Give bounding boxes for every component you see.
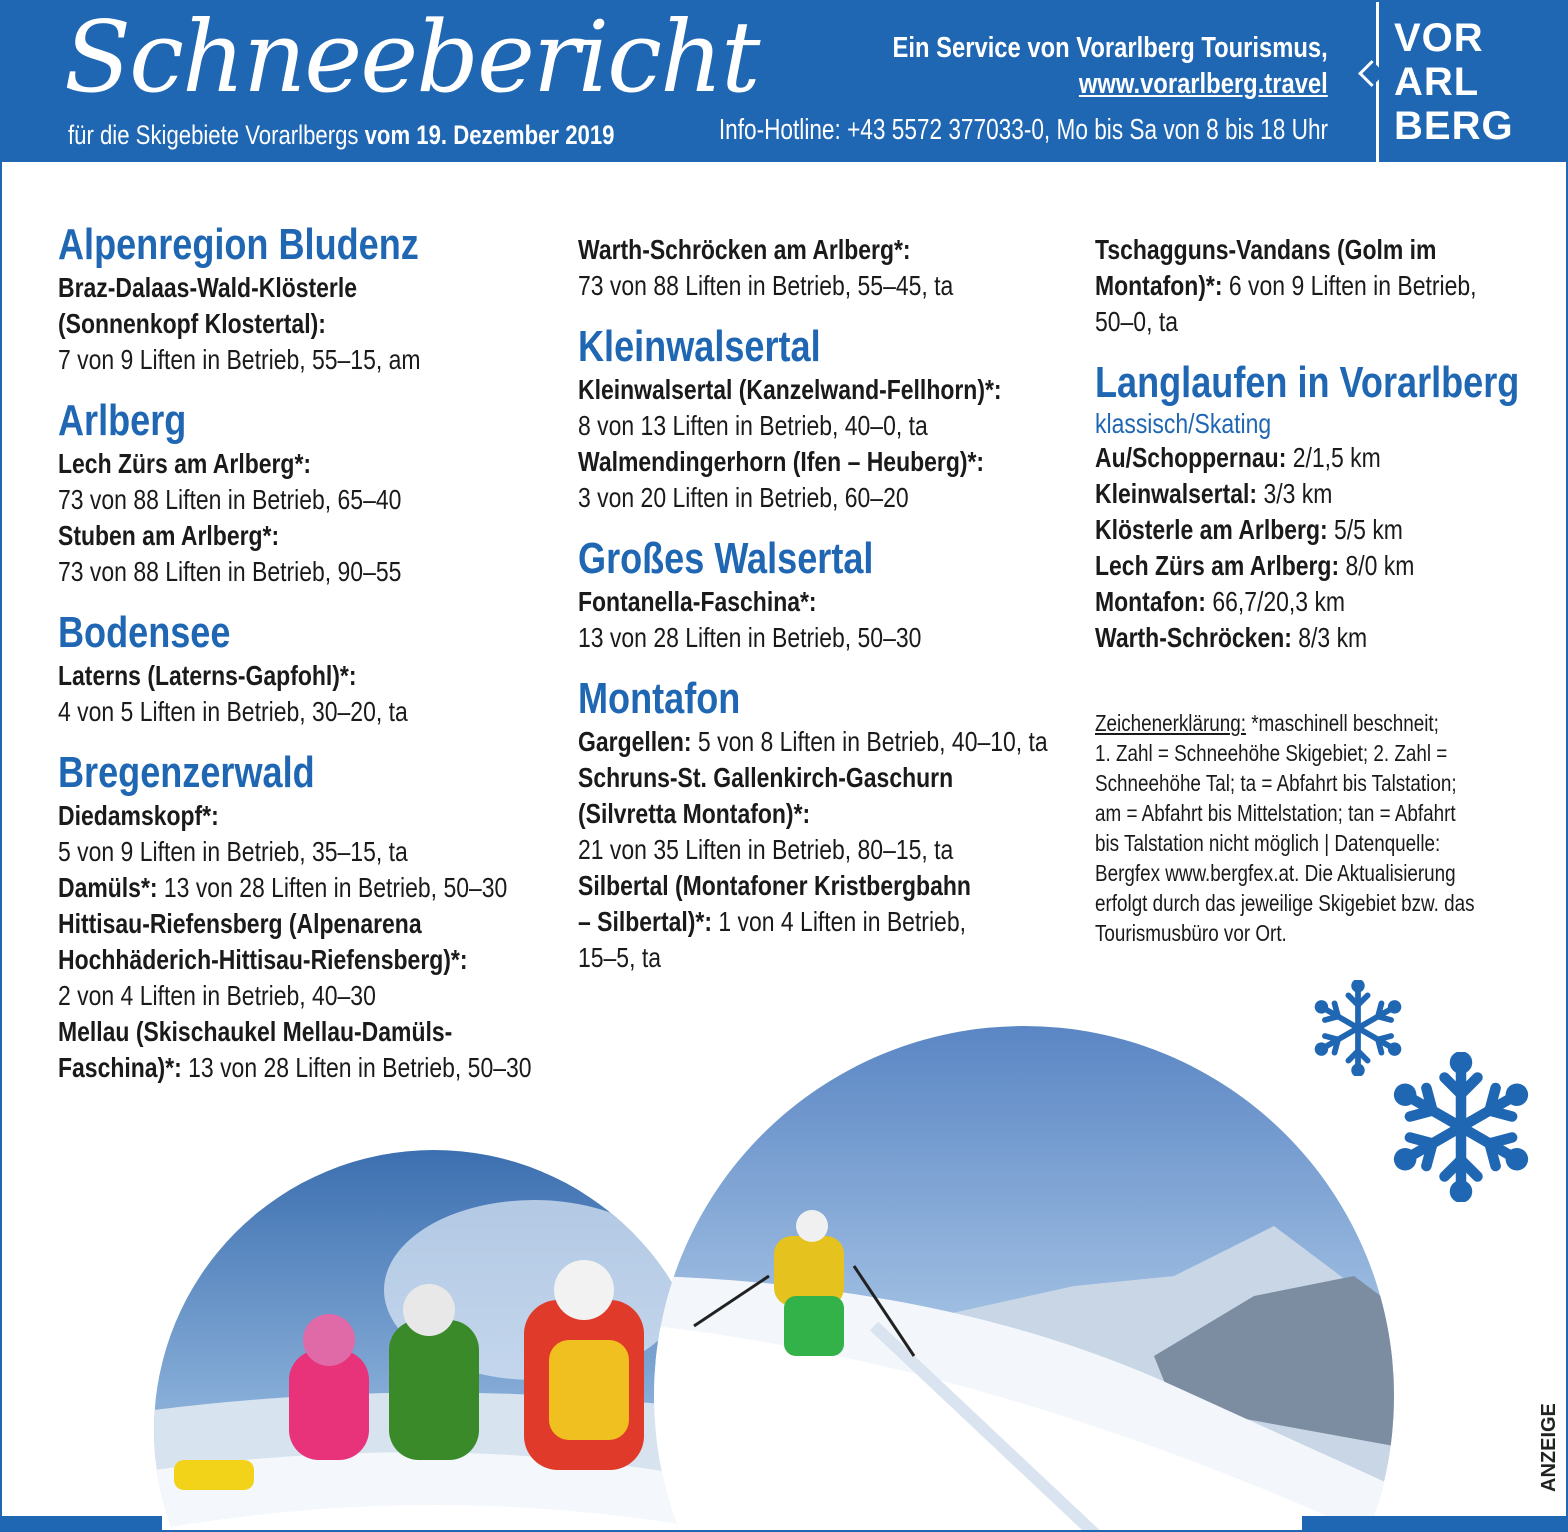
photo-skiers — [654, 1026, 1394, 1532]
resort-name: Braz-Dalaas-Wald-Klösterle — [58, 272, 357, 303]
list-item: Au/Schoppernau: 2/1,5 km — [1095, 442, 1381, 473]
snowflake-large-icon — [1386, 1052, 1536, 1202]
resort-name: Damüls*: — [58, 872, 158, 903]
report-date: vom 19. Dezember 2019 — [364, 120, 615, 150]
resort-name-cont: Faschina)*: — [58, 1052, 182, 1083]
resort-name: Gargellen: — [578, 726, 692, 757]
bottom-bar-left — [2, 1516, 162, 1530]
resort-info: 13 von 28 Liften in Betrieb, 50–30 — [578, 622, 922, 653]
logo-line-2: ARL — [1394, 60, 1480, 104]
logo-divider — [1376, 2, 1379, 162]
page-title: Schneebericht — [64, 1, 759, 115]
resort-name-cont: Montafon)*: — [1095, 270, 1223, 301]
resort-name: Laterns (Laterns-Gapfohl)*: — [58, 660, 357, 691]
header-banner — [2, 2, 1566, 162]
resort-name: Walmendingerhorn (Ifen – Heuberg)*: — [578, 446, 985, 477]
resort-name-cont: Hochhäderich-Hittisau-Riefensberg)*: — [58, 944, 468, 975]
vorarlberg-logo — [1394, 16, 1514, 148]
resort-info: 6 von 9 Liften in Betrieb, — [1222, 270, 1477, 301]
service-url-link[interactable]: www.vorarlberg.travel — [1079, 68, 1328, 100]
resort-name: Fontanella-Faschina*: — [578, 586, 817, 617]
resort-info: 5 von 9 Liften in Betrieb, 35–15, ta — [58, 836, 408, 867]
bottom-bar-right — [1302, 1516, 1566, 1530]
column-middle — [578, 232, 1078, 976]
photo-kids-in-snow — [154, 1150, 714, 1532]
report-subtitle — [68, 120, 614, 151]
column-left — [58, 220, 558, 1086]
service-info — [893, 30, 1328, 102]
resort-name: Schruns-St. Gallenkirch-Gaschurn — [578, 762, 954, 793]
resort-name-cont: (Sonnenkopf Klostertal): — [58, 308, 326, 339]
resort-info: 5 von 8 Liften in Betrieb, 40–10, ta — [691, 726, 1048, 757]
resort-info-cont: 15–5, ta — [578, 942, 661, 973]
region-title-montafon: Montafon — [578, 674, 741, 723]
resort-name-cont: (Silvretta Montafon)*: — [578, 798, 811, 829]
resort-name: Stuben am Arlberg*: — [58, 520, 280, 551]
resort-name-cont: – Silbertal)*: — [578, 906, 712, 937]
langlaufen-subtitle: klassisch/Skating — [1095, 408, 1272, 439]
logo-line-3: BERG — [1394, 104, 1514, 148]
resort-name: Kleinwalsertal (Kanzelwand-Fellhorn)*: — [578, 374, 1002, 405]
column-right — [1095, 232, 1555, 948]
region-title-walsertal: Großes Walsertal — [578, 534, 874, 583]
list-item: Lech Zürs am Arlberg: 8/0 km — [1095, 550, 1415, 581]
resort-info: 73 von 88 Liften in Betrieb, 65–40 — [58, 484, 402, 515]
resort-name: Tschagguns-Vandans (Golm im — [1095, 234, 1437, 265]
list-item: Montafon: 66,7/20,3 km — [1095, 586, 1346, 617]
logo-chevron-icon — [1358, 60, 1385, 87]
legend-block: Zeichenerklärung: *maschinell beschneit; 1. Zahl = Schneehöhe Skigebiet; 2. Zahl = Schneehöhe Tal; ta = Abfahrt bis Talstation; am = Abfahrt bis Mittelstation; tan = Abfahrt bis Talstation nicht möglich | Datenquelle: Bergfex www.bergfex.at. Die Aktualisierung erfolgt durch das jeweilige Skigebiet bzw. das Tourismusbüro vor Ort. — [1095, 710, 1475, 946]
legend-label: Zeichenerklärung: — [1095, 710, 1246, 736]
resort-name: Lech Zürs am Arlberg*: — [58, 448, 312, 479]
list-item: Warth-Schröcken: 8/3 km — [1095, 622, 1368, 653]
resort-name: Diedamskopf*: — [58, 800, 219, 831]
resort-info: 13 von 28 Liften in Betrieb, 50–30 — [157, 872, 508, 903]
resort-info: 4 von 5 Liften in Betrieb, 30–20, ta — [58, 696, 408, 727]
resort-info-cont: 50–0, ta — [1095, 306, 1178, 337]
list-item: Klösterle am Arlberg: 5/5 km — [1095, 514, 1403, 545]
resort-info: 13 von 28 Liften in Betrieb, 50–30 — [181, 1052, 532, 1083]
region-title-alpenregion: Alpenregion Bludenz — [58, 220, 419, 269]
resort-info: 73 von 88 Liften in Betrieb, 55–45, ta — [578, 270, 954, 301]
resort-info: 2 von 4 Liften in Betrieb, 40–30 — [58, 980, 376, 1011]
resort-info: 7 von 9 Liften in Betrieb, 55–15, am — [58, 344, 421, 375]
region-title-bodensee: Bodensee — [58, 608, 231, 657]
advertisement-label: ANZEIGE — [1538, 1403, 1560, 1492]
service-line: Ein Service von Vorarlberg Tourismus, — [892, 32, 1328, 64]
list-item: Kleinwalsertal: 3/3 km — [1095, 478, 1333, 509]
resort-name: Mellau (Skischaukel Mellau-Damüls- — [58, 1016, 453, 1047]
region-title-kleinwalsertal: Kleinwalsertal — [578, 322, 821, 371]
resort-info: 21 von 35 Liften in Betrieb, 80–15, ta — [578, 834, 954, 865]
resort-info: 73 von 88 Liften in Betrieb, 90–55 — [58, 556, 402, 587]
region-title-arlberg: Arlberg — [58, 396, 187, 445]
resort-info: 1 von 4 Liften in Betrieb, — [711, 906, 966, 937]
subtitle-prefix: für die Skigebiete Vorarlbergs — [68, 120, 359, 150]
logo-line-1: VOR — [1394, 16, 1484, 60]
resort-name: Hittisau-Riefensberg (Alpenarena — [58, 908, 422, 939]
resort-name: Warth-Schröcken am Arlberg*: — [578, 234, 911, 265]
region-title-bregenzerwald: Bregenzerwald — [58, 748, 315, 797]
resort-name: Silbertal (Montafoner Kristbergbahn — [578, 870, 971, 901]
hotline-text: Info-Hotline: +43 5572 377033-0, Mo bis Sa von 8 bis 18 Uhr — [718, 114, 1328, 146]
region-title-langlaufen: Langlaufen in Vorarlberg — [1095, 358, 1520, 407]
resort-info: 3 von 20 Liften in Betrieb, 60–20 — [578, 482, 909, 513]
resort-info: 8 von 13 Liften in Betrieb, 40–0, ta — [578, 410, 928, 441]
